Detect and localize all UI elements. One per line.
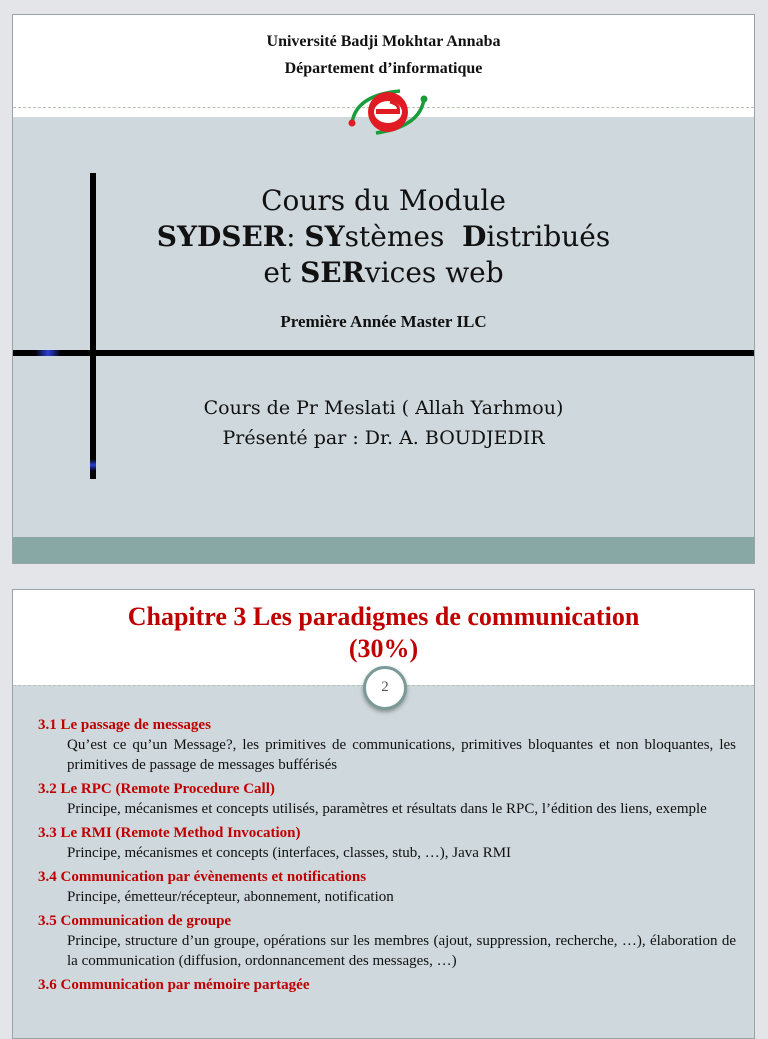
course-authors bbox=[13, 393, 754, 453]
outline-section bbox=[38, 715, 736, 775]
university-logo bbox=[346, 83, 430, 139]
section-description: Principe, mécanismes et concepts utilisés, paramètres et résultats dans le RPC, l’édition des liens, exemple bbox=[67, 801, 707, 817]
title-line-3: et SERvices web bbox=[263, 256, 504, 289]
section-description: Principe, structure d’un groupe, opérations sur les membres (ajout, suppression, recherche, …), élaboration de la communication (diffusion, ordonnancement des messages, …) bbox=[67, 933, 736, 969]
section-title: 3.5 Communication de groupe bbox=[38, 913, 232, 929]
section-title: 3.2 Le RPC (Remote Procedure Call) bbox=[38, 781, 275, 797]
course-title bbox=[13, 183, 754, 291]
section-title: 3.6 Communication par mémoire partagée bbox=[38, 977, 310, 993]
slide-footer-band bbox=[13, 537, 754, 564]
outline-section bbox=[38, 867, 736, 907]
section-description: Principe, mécanismes et concepts (interfaces, classes, stub, …), Java RMI bbox=[67, 845, 512, 861]
slide-number-badge: 2 bbox=[363, 666, 407, 710]
outline-section bbox=[38, 823, 736, 863]
chapter-title-line-1: Chapitre 3 Les paradigmes de communication bbox=[127, 602, 640, 631]
section-title: 3.4 Communication par évènements et notifications bbox=[38, 869, 367, 885]
chapter-title-line-2: (30%) bbox=[348, 634, 419, 663]
title-slide bbox=[12, 14, 755, 564]
section-title: 3.3 Le RMI (Remote Method Invocation) bbox=[38, 825, 301, 841]
university-name: Université Badji Mokhtar Annaba bbox=[266, 33, 501, 50]
section-description: Principe, émetteur/récepteur, abonnement, notification bbox=[67, 889, 394, 905]
department-name: Département d’informatique bbox=[284, 60, 483, 77]
title-line-1: Cours du Module bbox=[261, 184, 506, 217]
author-line-2: Présenté par : Dr. A. BOUDJEDIR bbox=[222, 427, 545, 449]
outline-section bbox=[38, 911, 736, 971]
horizontal-accent-line bbox=[13, 350, 755, 356]
section-title: 3.1 Le passage de messages bbox=[38, 717, 211, 733]
chapter-title bbox=[13, 601, 754, 665]
section-description: Qu’est ce qu’un Message?, les primitives de communications, primitives bloquantes et non bloquantes, les primitives de passage de messages bufférisés bbox=[67, 737, 736, 773]
chapter-slide bbox=[12, 589, 755, 1039]
chapter-outline bbox=[38, 715, 736, 995]
author-line-1: Cours de Pr Meslati ( Allah Yarhmou) bbox=[203, 397, 564, 419]
course-level: Première Année Master ILC bbox=[280, 312, 487, 331]
title-line-2: SYDSER: SYstèmes Distribués bbox=[156, 220, 611, 253]
outline-section bbox=[38, 975, 736, 995]
outline-section bbox=[38, 779, 736, 819]
